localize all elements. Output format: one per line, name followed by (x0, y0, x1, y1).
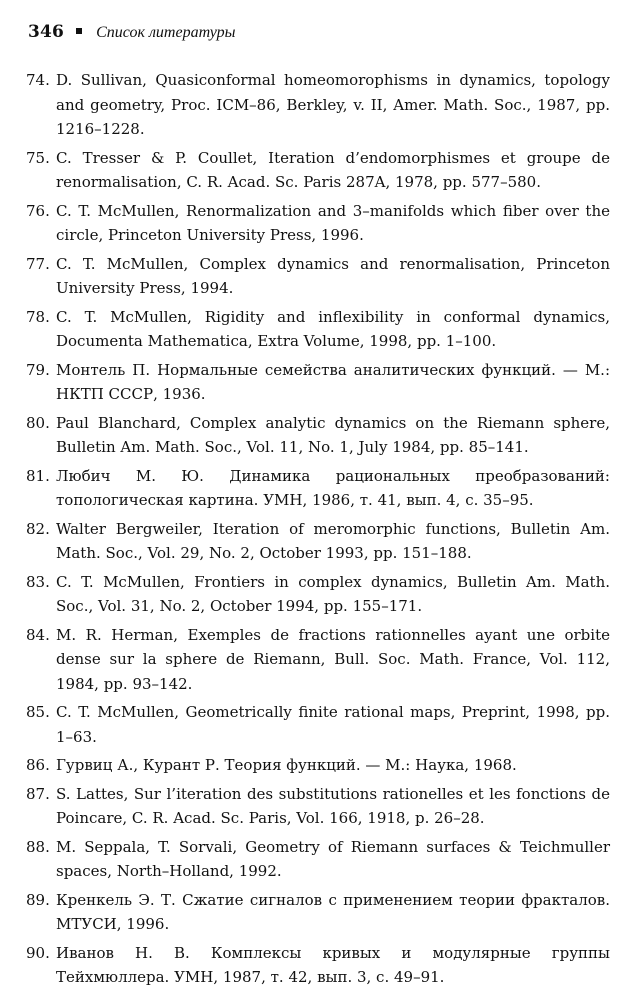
reference-text: Любич М. Ю. Динамика рациональных преобразований: топологическая картина. УМН, 1986, т. 41, вып. 4, с. 35–95. (56, 466, 610, 509)
reference-number: 83. (26, 572, 50, 591)
reference-number: 87. (26, 784, 50, 803)
reference-number: 90. (26, 943, 50, 962)
reference-number: 84. (26, 625, 50, 644)
reference-text: Paul Blanchard, Complex analytic dynamics on the Riemann sphere, Bulletin Am. Math. Soc., Vol. 11, No. 1, July 1984, pp. 85–141. (56, 413, 610, 456)
reference-item (26, 199, 610, 248)
reference-text: C. T. McMullen, Geometrically finite rational maps, Preprint, 1998, pp. 1–63. (56, 703, 610, 746)
reference-item (26, 835, 610, 884)
reference-item (26, 146, 610, 195)
reference-number: 89. (26, 890, 50, 909)
reference-item (26, 411, 610, 460)
reference-list (26, 68, 610, 994)
reference-text: M. Seppala, T. Sorvali, Geometry of Riemann surfaces & Teichmuller spaces, North–Holland, 1992. (56, 837, 610, 880)
reference-item (26, 464, 610, 513)
page-header (28, 22, 235, 46)
reference-text: Walter Bergweiler, Iteration of meromorphic functions, Bulletin Am. Math. Soc., Vol. 29, No. 2, October 1993, pp. 151–188. (56, 519, 610, 562)
reference-text: Гурвиц А., Курант Р. Теория функций. — М.: Наука, 1968. (56, 756, 517, 774)
reference-text: C. T. McMullen, Rigidity and inflexibility in conformal dynamics, Documenta Mathematica, Extra Volume, 1998, pp. 1–100. (56, 307, 610, 350)
reference-number: 74. (26, 71, 50, 89)
reference-number: 77. (26, 254, 50, 273)
reference-item (26, 941, 610, 990)
reference-number: 75. (26, 148, 50, 167)
reference-text: M. R. Herman, Exemples de fractions rationnelles ayant une orbite dense sur la sphere de Riemann, Bull. Soc. Math. France, Vol. 112, 1984, pp. 93–142. (56, 625, 610, 693)
reference-item (26, 753, 610, 778)
reference-item (26, 68, 610, 142)
reference-text: C. T. McMullen, Renormalization and 3–manifolds which fiber over the circle, Princeton University Press, 1996. (56, 201, 610, 244)
running-title: Список литературы (96, 24, 236, 41)
page-number: 346 (28, 22, 65, 42)
reference-item (26, 888, 610, 937)
reference-text: Монтель П. Нормальные семейства аналитических функций. — М.: НКТП СССР, 1936. (56, 360, 610, 403)
reference-item (26, 623, 610, 697)
reference-item (26, 358, 610, 407)
reference-item (26, 252, 610, 301)
reference-number: 86. (26, 756, 50, 774)
reference-text: D. Sullivan, Quasiconformal homeomorophisms in dynamics, topology and geometry, Proc. ICM–86, Berkley, v. II, Amer. Math. Soc., 1987, pp. 1216–1228. (56, 71, 610, 138)
reference-item (26, 570, 610, 619)
reference-text: C. Tresser & P. Coullet, Iteration d’endomorphismes et groupe de renormalisation, C. R. Acad. Sc. Paris 287A, 1978, pp. 577–580. (56, 148, 610, 191)
reference-text: Кренкель Э. Т. Сжатие сигналов с применением теории фракталов. МТУСИ, 1996. (56, 890, 610, 933)
reference-text: C. T. McMullen, Complex dynamics and renormalisation, Princeton University Press, 1994. (56, 254, 610, 297)
reference-item (26, 517, 610, 566)
reference-text: C. T. McMullen, Frontiers in complex dynamics, Bulletin Am. Math. Soc., Vol. 31, No. 2, October 1994, pp. 155–171. (56, 572, 610, 615)
reference-item (26, 305, 610, 354)
reference-number: 81. (26, 466, 50, 485)
reference-text: S. Lattes, Sur l’iteration des substitutions rationelles et les fonctions de Poincare, C. R. Acad. Sc. Paris, Vol. 166, 1918, p. 26–28. (56, 784, 610, 827)
reference-number: 79. (26, 360, 50, 379)
header-bullet-icon (76, 28, 82, 34)
reference-number: 76. (26, 201, 50, 220)
reference-text: Иванов Н. В. Комплексы кривых и модулярные группы Тейхмюллера. УМН, 1987, т. 42, вып. 3, с. 49–91. (56, 943, 610, 986)
reference-item (26, 782, 610, 831)
reference-item (26, 700, 610, 749)
reference-number: 80. (26, 413, 50, 432)
reference-number: 78. (26, 307, 50, 326)
reference-number: 85. (26, 703, 50, 721)
reference-number: 88. (26, 837, 50, 856)
reference-number: 82. (26, 519, 50, 538)
